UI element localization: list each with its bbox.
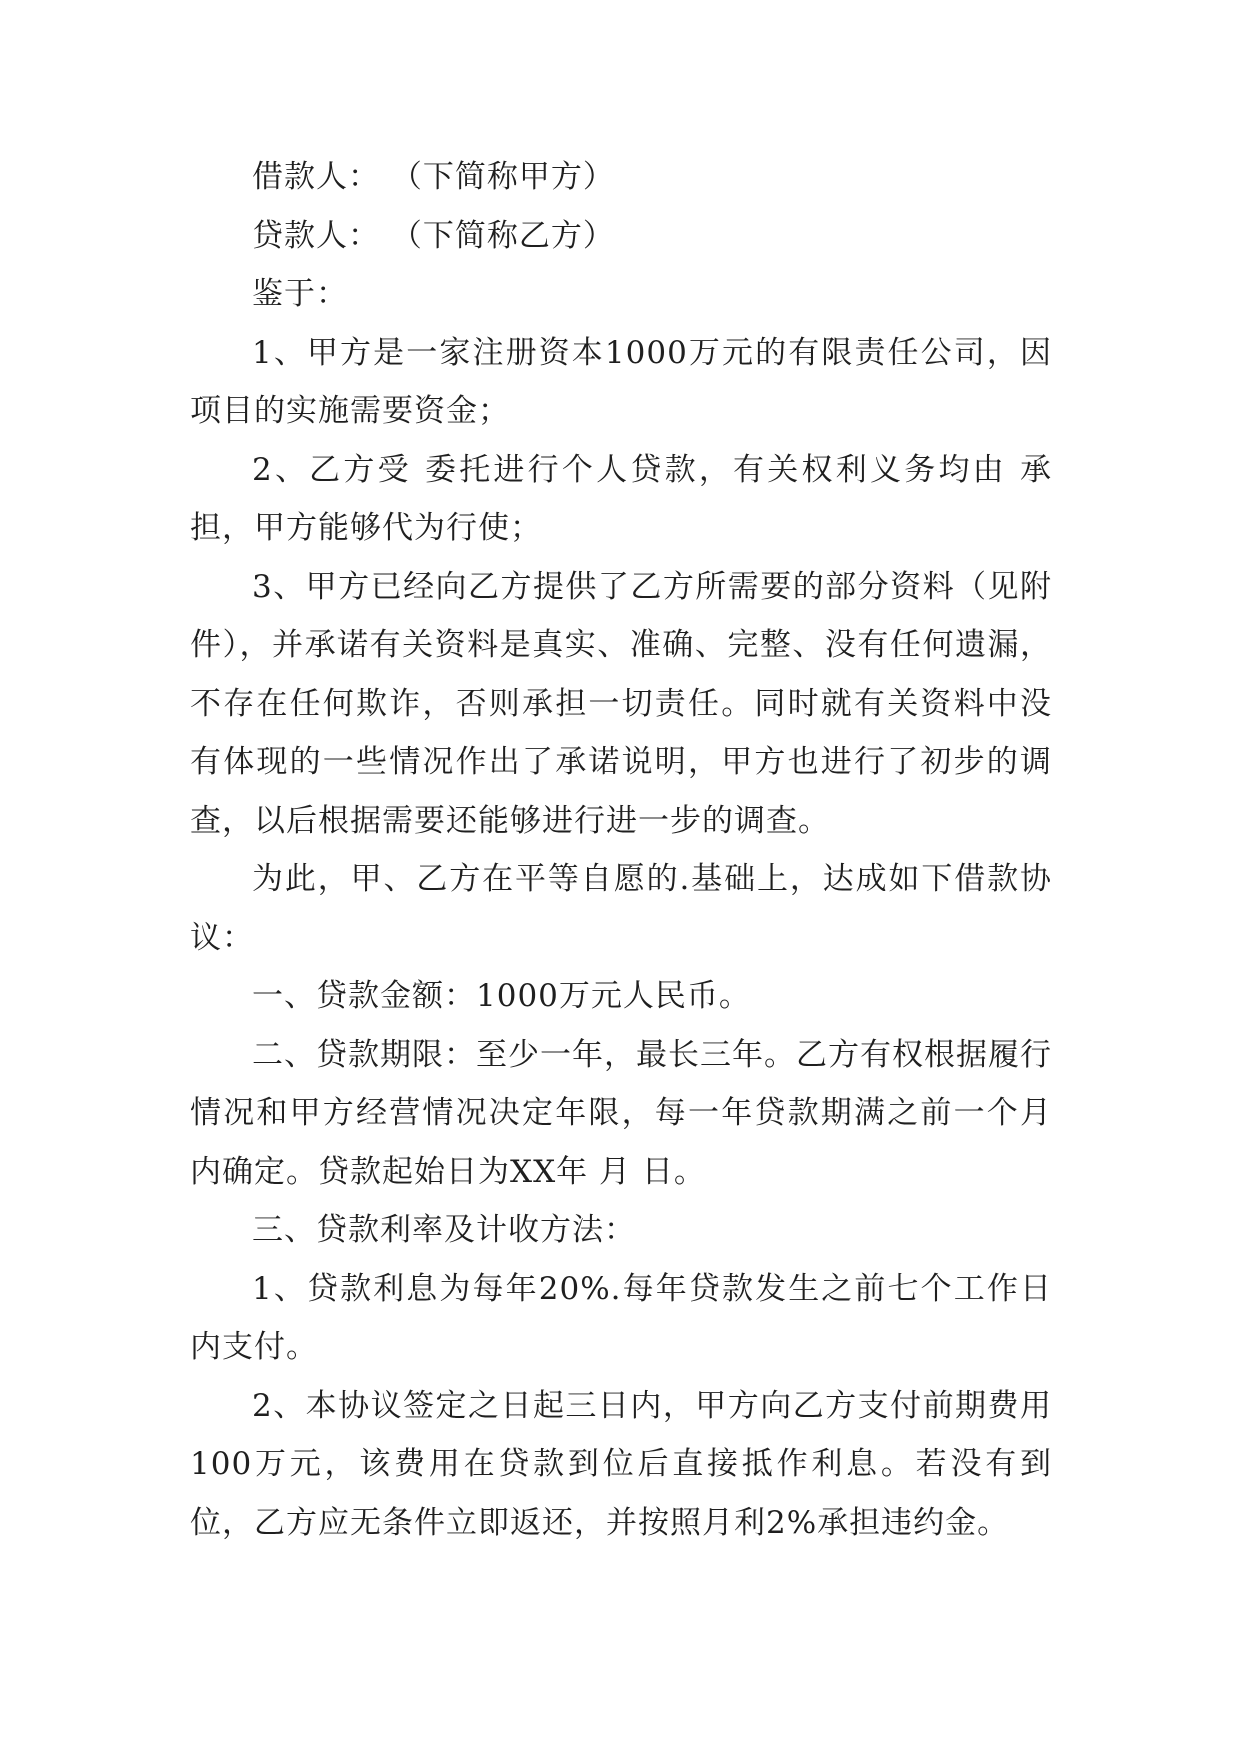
clause-loan-amount: 一、贷款金额：1000万元人民币。 [252,978,751,1014]
clause-interest-heading: 三、贷款利率及计收方法： [252,1212,636,1248]
recital-3: 3、甲方已经向乙方提供了乙方所需要的部分资料（见附件），并承诺有关资料是真实、准确、完整、没有任何遗漏，不存在任何欺诈，否则承担一切责任。同时就有关资料中没有体现的一些情况作出了承诺说明，甲方也进行了初步的调查，以后根据需要还能够进行进一步的调查。 [190,568,1052,839]
whereas-heading: 鉴于： [252,276,348,312]
clause-loan-term: 二、贷款期限：至少一年，最长三年。乙方有权根据履行情况和甲方经营情况决定年限，每一年贷款期满之前一个月内确定。贷款起始日为XX年 月 日。 [190,1036,1052,1190]
borrower-line: 借款人： （下简称甲方） [252,159,615,195]
clause-interest-1: 1、贷款利息为每年20%.每年贷款发生之前七个工作日内支付。 [190,1270,1052,1365]
agreement-intro: 为此，甲、乙方在平等自愿的.基础上，达成如下借款协议： [190,861,1052,956]
clause-interest-2: 2、本协议签定之日起三日内，甲方向乙方支付前期费用100万元，该费用在贷款到位后直接抵作利息。若没有到位，乙方应无条件立即返还，并按照月利2%承担违约金。 [190,1387,1052,1541]
recital-1: 1、甲方是一家注册资本1000万元的有限责任公司，因项目的实施需要资金； [190,334,1052,429]
recital-2: 2、乙方受 委托进行个人贷款，有关权利义务均由 承担，甲方能够代为行使； [190,451,1052,546]
lender-line: 贷款人： （下简称乙方） [252,217,615,254]
document-body [190,148,1052,1552]
